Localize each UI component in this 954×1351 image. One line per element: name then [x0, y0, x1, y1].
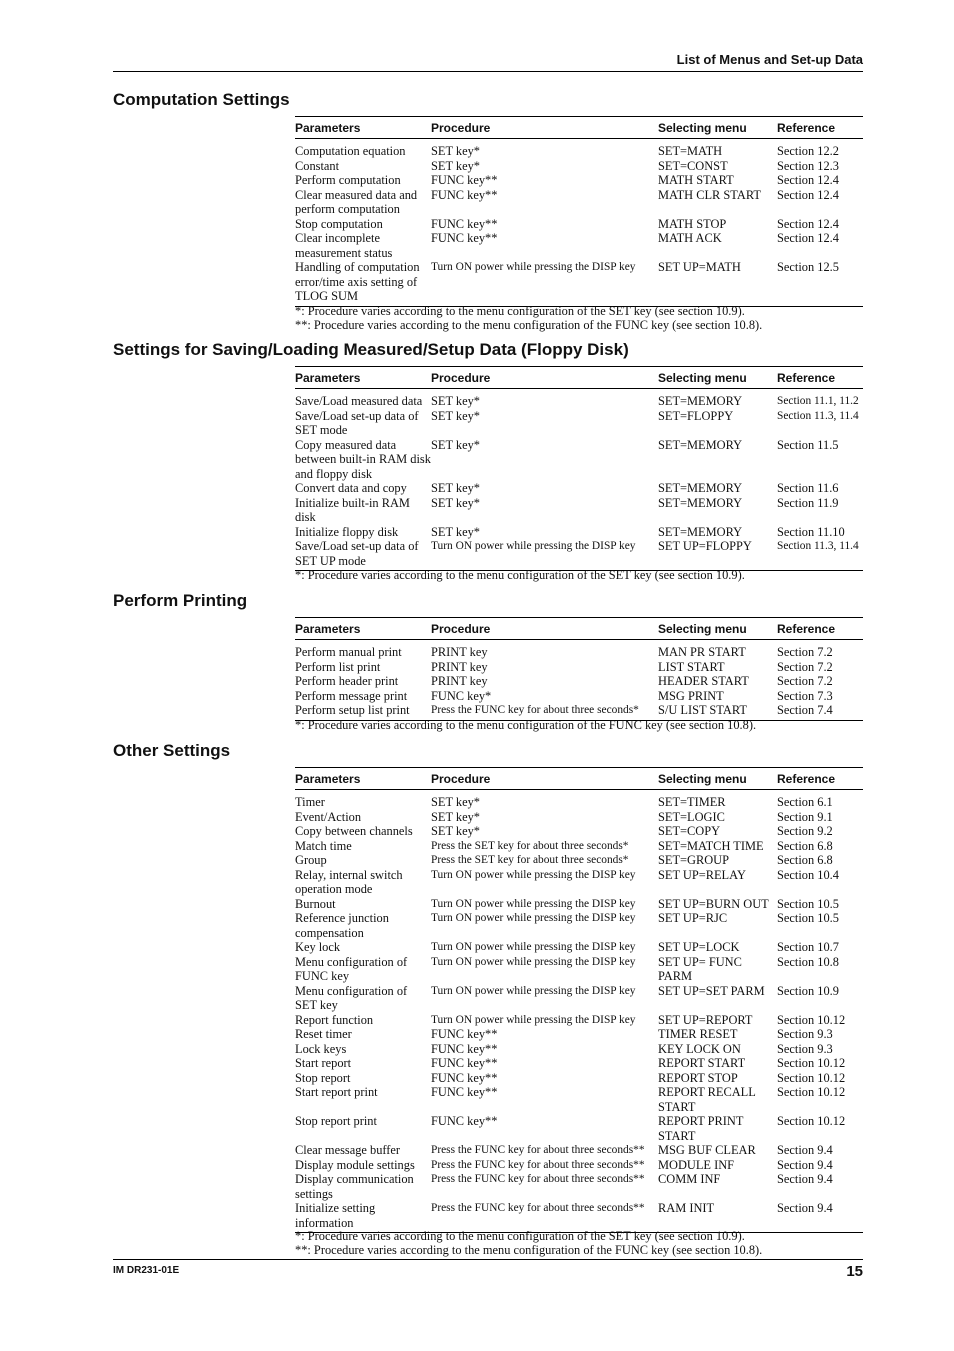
column-header-reference: Reference [777, 121, 836, 135]
reference-cell: Section 10.5 [777, 911, 839, 925]
table-row [295, 389, 863, 409]
reference-cell: Section 10.12 [777, 1056, 846, 1070]
selecting-menu-cell: SET UP=FLOPPY [658, 539, 752, 553]
column-header-selecting-menu: Selecting menu [658, 622, 747, 636]
procedure-cell: Press the SET key for about three seconds* [431, 839, 629, 852]
selecting-menu-cell: MSG PRINT [658, 688, 724, 703]
selecting-menu-cell: COMM INF [658, 1172, 721, 1186]
reference-cell: Section 12.3 [777, 158, 839, 173]
table-row [295, 984, 863, 1013]
parameter-cell: Perform header print [295, 674, 399, 688]
parameter-cell: Event/Action [295, 809, 362, 824]
selecting-menu-cell: SET=GROUP [658, 853, 730, 867]
reference-cell: Section 12.4 [777, 216, 839, 231]
procedure-cell: SET key* [431, 144, 480, 158]
procedure-cell: Turn ON power while pressing the DISP key [431, 868, 636, 881]
reference-cell: Section 9.4 [777, 1143, 833, 1157]
parameter-cell: Menu configuration of SET key [295, 983, 408, 1012]
table-row [295, 955, 863, 984]
table-row [295, 1114, 863, 1143]
selecting-menu-cell: SET UP=MATH [658, 260, 741, 274]
procedure-cell: SET key* [431, 795, 480, 809]
procedure-cell: SET key* [431, 481, 480, 495]
column-header-reference: Reference [777, 772, 836, 786]
table-row [295, 940, 863, 955]
selecting-menu-cell: SET UP=SET PARM [658, 983, 765, 998]
parameter-cell: Perform computation [295, 173, 401, 187]
reference-cell: Section 9.4 [777, 1201, 833, 1215]
procedure-cell: Turn ON power while pressing the DISP key [431, 955, 636, 968]
column-header-parameters: Parameters [295, 772, 361, 786]
parameter-cell: Key lock [295, 940, 341, 954]
table-row [295, 674, 863, 689]
parameter-cell: Save/Load set-up data of SET mode [295, 408, 419, 437]
procedure-cell: Turn ON power while pressing the DISP key [431, 941, 636, 953]
table-row [295, 1071, 863, 1086]
parameter-cell: Copy measured data between built-in RAM disk and floppy disk [295, 437, 431, 481]
parameter-cell: Report function [295, 1012, 374, 1027]
parameter-cell: Handling of computation error/time axis setting of TLOG SUM [295, 260, 420, 303]
reference-cell: Section 7.2 [777, 674, 833, 688]
parameter-cell: Reference junction compensation [295, 911, 389, 940]
parameter-cell: Convert data and copy [295, 481, 407, 495]
parameter-cell: Clear incomplete measurement status [295, 231, 393, 260]
table-row [295, 1042, 863, 1057]
other-settings-table [295, 767, 863, 1233]
column-header-selecting-menu: Selecting menu [658, 121, 747, 135]
parameter-cell: Stop report print [295, 1114, 377, 1128]
reference-cell: Section 12.5 [777, 260, 839, 274]
printing-notes [295, 719, 756, 733]
procedure-cell: SET key* [431, 495, 480, 510]
selecting-menu-cell: SET=MEMORY [658, 495, 743, 510]
procedure-cell: SET key* [431, 158, 480, 173]
parameter-cell: Clear measured data and perform computation [295, 187, 418, 216]
table-row [295, 409, 863, 438]
table-row [295, 640, 863, 660]
procedure-cell: FUNC key** [431, 216, 498, 231]
table-row [295, 188, 863, 217]
selecting-menu-cell: SET=COPY [658, 824, 721, 838]
parameter-cell: Group [295, 853, 327, 867]
parameter-cell: Start report [295, 1056, 352, 1070]
procedure-cell: Turn ON power while pressing the DISP key [431, 261, 636, 273]
footnote: **: Procedure varies according to the menu configuration of the FUNC key (see section 10.8). [295, 1242, 763, 1257]
selecting-menu-cell: SET=MEMORY [658, 394, 743, 408]
reference-cell: Section 6.8 [777, 853, 833, 867]
procedure-cell: FUNC key** [431, 1070, 498, 1085]
selecting-menu-cell: SET=FLOPPY [658, 408, 734, 423]
parameter-cell: Stop report [295, 1070, 351, 1085]
selecting-menu-cell: SET=CONST [658, 158, 728, 173]
reference-cell: Section 10.5 [777, 896, 839, 911]
column-header-reference: Reference [777, 622, 836, 636]
reference-cell: Section 7.2 [777, 659, 833, 674]
procedure-cell: PRINT key [431, 645, 488, 659]
table-row [295, 1158, 863, 1173]
parameter-cell: Perform setup list print [295, 703, 410, 717]
reference-cell: Section 10.12 [777, 1114, 846, 1128]
reference-cell: Section 9.3 [777, 1027, 833, 1041]
reference-cell: Section 12.4 [777, 231, 839, 245]
parameter-cell: Initialize built-in RAM disk [295, 495, 410, 524]
procedure-cell: SET key* [431, 408, 480, 423]
footnote: *: Procedure varies according to the menu configuration of the SET key (see section 10.9). [295, 1229, 745, 1243]
parameter-cell: Reset timer [295, 1027, 352, 1041]
section-title-printing: Perform Printing [113, 591, 248, 610]
procedure-cell: Press the FUNC key for about three seconds** [431, 1202, 645, 1214]
selecting-menu-cell: MATH CLR START [658, 187, 761, 202]
selecting-menu-cell: SET=MATH [658, 144, 723, 158]
reference-cell: Section 10.8 [777, 954, 839, 969]
procedure-cell: Turn ON power while pressing the DISP key [431, 912, 636, 924]
footnote: **: Procedure varies according to the menu configuration of the FUNC key (see section 10.8). [295, 317, 763, 332]
printing-table [295, 617, 863, 721]
section-title-computation: Computation Settings [113, 90, 290, 109]
reference-cell: Section 12.4 [777, 187, 839, 202]
procedure-cell: SET key* [431, 524, 480, 539]
selecting-menu-cell: S/U LIST START [658, 703, 747, 717]
parameter-cell: Start report print [295, 1085, 378, 1099]
parameter-cell: Perform list print [295, 659, 381, 674]
selecting-menu-cell: SET=TIMER [658, 795, 726, 809]
parameter-cell: Clear message buffer [295, 1143, 401, 1157]
footnote: *: Procedure varies according to the menu configuration of the SET key (see section 10.9). [295, 304, 745, 318]
selecting-menu-cell: REPORT START [658, 1056, 746, 1070]
table-row [295, 1056, 863, 1071]
selecting-menu-cell: SET UP=BURN OUT [658, 896, 769, 911]
reference-cell: Section 9.2 [777, 824, 833, 838]
selecting-menu-cell: MATH START [658, 173, 734, 187]
selecting-menu-cell: MAN PR START [658, 645, 746, 659]
selecting-menu-cell: KEY LOCK ON [658, 1041, 741, 1056]
procedure-cell: Press the FUNC key for about three seconds** [431, 1144, 645, 1156]
table-row [295, 217, 863, 232]
parameter-cell: Burnout [295, 896, 336, 911]
selecting-menu-cell: MATH ACK [658, 231, 722, 245]
column-header-procedure: Procedure [431, 371, 491, 385]
other-settings-notes [295, 1230, 762, 1257]
selecting-menu-cell: SET UP=LOCK [658, 940, 740, 954]
page-number: 15 [846, 1263, 863, 1280]
footnote: *: Procedure varies according to the menu configuration of the SET key (see section 10.9). [295, 568, 745, 582]
procedure-cell: FUNC key** [431, 1027, 498, 1041]
reference-cell: Section 9.1 [777, 809, 833, 824]
procedure-cell: PRINT key [431, 674, 488, 688]
reference-cell: Section 10.12 [777, 1070, 846, 1085]
selecting-menu-cell: REPORT RECALL START [658, 1085, 756, 1114]
selecting-menu-cell: REPORT STOP [658, 1070, 738, 1085]
footer-rule [113, 1259, 863, 1260]
reference-cell: Section 11.1, 11.2 [777, 395, 859, 407]
column-header-procedure: Procedure [431, 772, 491, 786]
table-row [295, 1027, 863, 1042]
table-row [295, 868, 863, 897]
document-id: IM DR231-01E [113, 1265, 180, 1276]
table-row [295, 1143, 863, 1158]
procedure-cell: Turn ON power while pressing the DISP key [431, 897, 636, 910]
table-row [295, 525, 863, 540]
header-rule [113, 71, 863, 72]
table-row [295, 173, 863, 188]
table-row [295, 839, 863, 854]
procedure-cell: FUNC key** [431, 1085, 498, 1099]
procedure-cell: Press the FUNC key for about three seconds** [431, 1173, 645, 1185]
selecting-menu-cell: MATH STOP [658, 216, 727, 231]
reference-cell: Section 10.7 [777, 940, 839, 954]
page-header-title: List of Menus and Set-up Data [676, 52, 863, 67]
table-row [295, 481, 863, 496]
reference-cell: Section 11.9 [777, 495, 839, 510]
computation-table [295, 116, 863, 307]
parameter-cell: Initialize floppy disk [295, 524, 399, 539]
reference-cell: Section 6.1 [777, 795, 833, 809]
procedure-cell: FUNC key* [431, 688, 492, 703]
column-header-parameters: Parameters [295, 121, 361, 135]
reference-cell: Section 12.4 [777, 173, 839, 187]
parameter-cell: Save/Load measured data [295, 394, 423, 408]
parameter-cell: Match time [295, 838, 352, 853]
selecting-menu-cell: LIST START [658, 659, 725, 674]
table-row [295, 689, 863, 704]
procedure-cell: PRINT key [431, 659, 488, 674]
selecting-menu-cell: SET=MEMORY [658, 481, 743, 495]
selecting-menu-cell: SET UP=REPORT [658, 1012, 753, 1027]
reference-cell: Section 11.3, 11.4 [777, 409, 859, 422]
column-header-procedure: Procedure [431, 622, 491, 636]
parameter-cell: Constant [295, 158, 340, 173]
table-row [295, 810, 863, 825]
table-row [295, 1013, 863, 1028]
table-row [295, 1172, 863, 1201]
reference-cell: Section 9.4 [777, 1157, 833, 1172]
column-header-selecting-menu: Selecting menu [658, 772, 747, 786]
procedure-cell: SET key* [431, 809, 480, 824]
procedure-cell: FUNC key** [431, 231, 498, 245]
table-row [295, 496, 863, 525]
procedure-cell: SET key* [431, 824, 480, 838]
column-header-reference: Reference [777, 371, 836, 385]
reference-cell: Section 9.3 [777, 1041, 833, 1056]
selecting-menu-cell: SET=MEMORY [658, 524, 743, 539]
table-row [295, 438, 863, 482]
floppy-disk-notes [295, 569, 745, 583]
procedure-cell: FUNC key** [431, 1041, 498, 1056]
table-row [295, 853, 863, 868]
section-title-other-settings: Other Settings [113, 741, 231, 760]
column-header-parameters: Parameters [295, 371, 361, 385]
procedure-cell: Turn ON power while pressing the DISP key [431, 984, 636, 997]
parameter-cell: Computation equation [295, 144, 406, 158]
column-header-selecting-menu: Selecting menu [658, 371, 747, 385]
selecting-menu-cell: SET UP= FUNC PARM [658, 954, 742, 983]
parameter-cell: Timer [295, 795, 325, 809]
footnote: *: Procedure varies according to the menu configuration of the FUNC key (see section 10.8). [295, 718, 757, 732]
parameter-cell: Initialize setting information [295, 1201, 376, 1230]
reference-cell: Section 10.9 [777, 983, 839, 998]
reference-cell: Section 10.12 [777, 1012, 846, 1027]
table-row [295, 539, 863, 571]
parameter-cell: Menu configuration of FUNC key [295, 954, 408, 983]
parameter-cell: Stop computation [295, 216, 383, 231]
selecting-menu-cell: SET UP=RJC [658, 911, 728, 925]
computation-notes [295, 305, 762, 332]
reference-cell: Section 9.4 [777, 1172, 833, 1186]
selecting-menu-cell: TIMER RESET [658, 1027, 738, 1041]
floppy-disk-table [295, 366, 863, 571]
reference-cell: Section 7.3 [777, 688, 833, 703]
table-row [295, 231, 863, 260]
selecting-menu-cell: MODULE INF [658, 1157, 735, 1172]
procedure-cell: Press the FUNC key for about three seconds** [431, 1158, 645, 1171]
parameter-cell: Relay, internal switch operation mode [295, 867, 403, 896]
table-row [295, 790, 863, 810]
procedure-cell: Turn ON power while pressing the DISP key [431, 1013, 636, 1026]
selecting-menu-cell: SET=LOGIC [658, 809, 725, 824]
table-row [295, 824, 863, 839]
parameter-cell: Perform manual print [295, 645, 402, 659]
reference-cell: Section 10.4 [777, 867, 839, 882]
reference-cell: Section 7.2 [777, 645, 833, 659]
reference-cell: Section 12.2 [777, 144, 839, 158]
table-row [295, 660, 863, 675]
parameter-cell: Perform message print [295, 688, 408, 703]
procedure-cell: FUNC key** [431, 187, 498, 202]
table-row [295, 911, 863, 940]
procedure-cell: SET key* [431, 394, 480, 408]
parameter-cell: Lock keys [295, 1041, 347, 1056]
selecting-menu-cell: SET=MATCH TIME [658, 838, 764, 853]
reference-cell: Section 11.3, 11.4 [777, 540, 859, 552]
parameter-cell: Copy between channels [295, 824, 413, 838]
reference-cell: Section 6.8 [777, 838, 833, 853]
procedure-cell: Turn ON power while pressing the DISP key [431, 540, 636, 552]
selecting-menu-cell: SET UP=RELAY [658, 867, 746, 882]
selecting-menu-cell: RAM INIT [658, 1201, 715, 1215]
reference-cell: Section 10.12 [777, 1085, 846, 1099]
reference-cell: Section 11.6 [777, 481, 839, 495]
selecting-menu-cell: HEADER START [658, 674, 749, 688]
table-row [295, 159, 863, 174]
procedure-cell: FUNC key** [431, 1114, 498, 1128]
parameter-cell: Display communication settings [295, 1172, 414, 1201]
table-row [295, 260, 863, 306]
section-title-floppy-disk: Settings for Saving/Loading Measured/Setup Data (Floppy Disk) [113, 340, 629, 359]
selecting-menu-cell: MSG BUF CLEAR [658, 1143, 756, 1157]
column-header-parameters: Parameters [295, 622, 361, 636]
table-row [295, 1085, 863, 1114]
column-header-procedure: Procedure [431, 121, 491, 135]
table-row [295, 897, 863, 912]
table-row [295, 139, 863, 159]
reference-cell: Section 11.10 [777, 524, 845, 539]
table-row [295, 1201, 863, 1233]
procedure-cell: SET key* [431, 437, 480, 452]
parameter-cell: Save/Load set-up data of SET UP mode [295, 539, 419, 568]
reference-cell: Section 7.4 [777, 703, 833, 717]
parameter-cell: Display module settings [295, 1157, 415, 1172]
procedure-cell: Press the SET key for about three seconds* [431, 854, 629, 866]
selecting-menu-cell: REPORT PRINT START [658, 1114, 744, 1143]
selecting-menu-cell: SET=MEMORY [658, 437, 743, 452]
reference-cell: Section 11.5 [777, 437, 839, 452]
procedure-cell: FUNC key** [431, 1056, 498, 1070]
procedure-cell: Press the FUNC key for about three seconds* [431, 704, 639, 716]
procedure-cell: FUNC key** [431, 173, 498, 187]
